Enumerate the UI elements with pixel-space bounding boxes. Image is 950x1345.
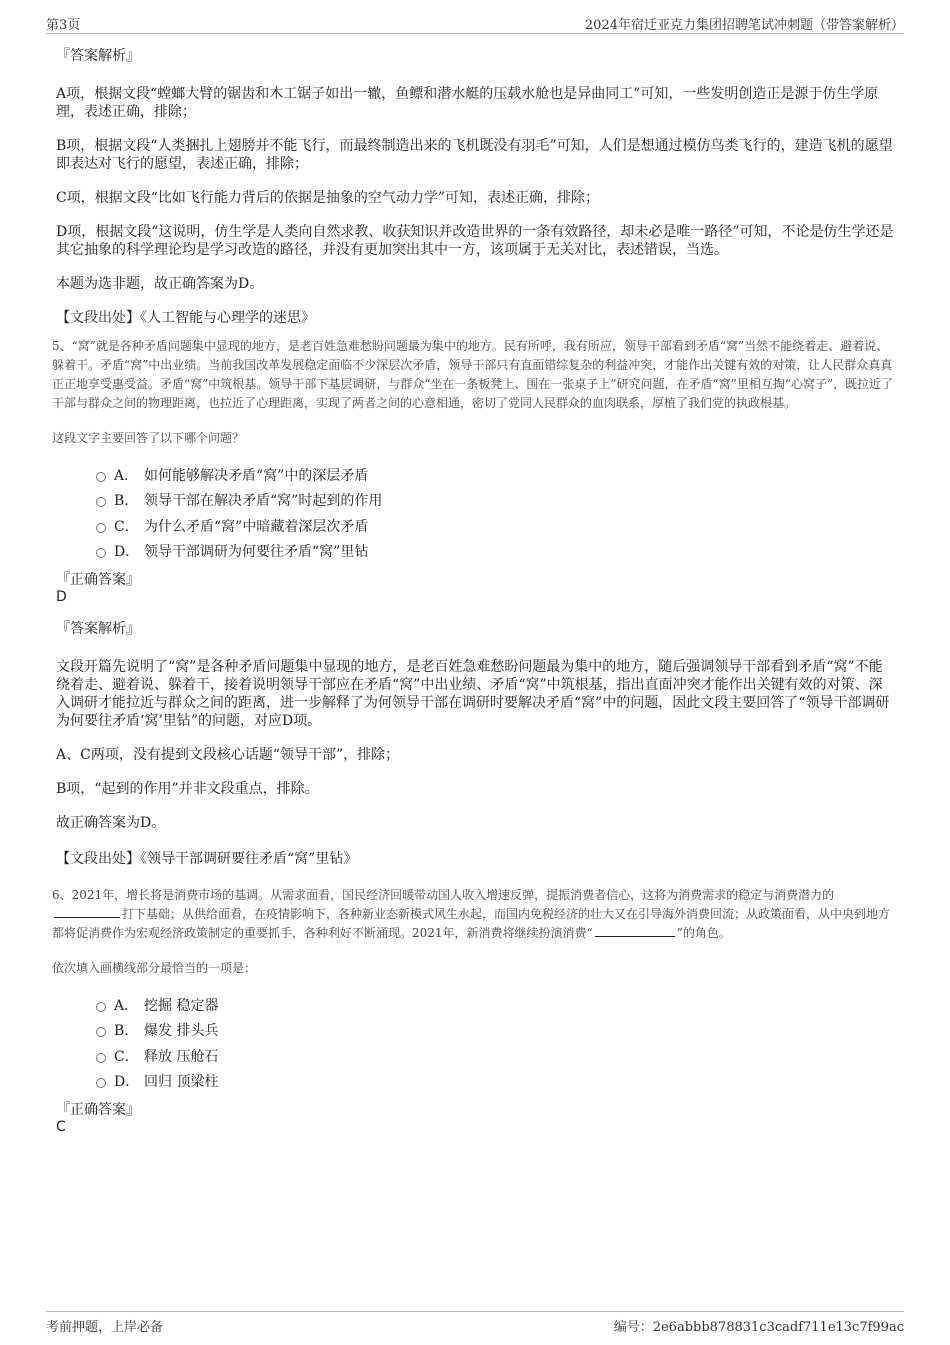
analysis-conclusion: 故正确答案为D。 bbox=[56, 815, 166, 831]
radio-button[interactable] bbox=[96, 548, 106, 558]
option-list bbox=[96, 992, 894, 1094]
source-citation: 【文段出处】《人工智能与心理学的迷思》 bbox=[56, 310, 315, 326]
radio-button[interactable] bbox=[96, 497, 106, 507]
analysis-label: 『答案解析』 bbox=[56, 621, 140, 637]
question-passage: 5、“窝”就是各种矛盾问题集中显现的地方，是老百姓急难愁盼问题最为集中的地方。民有所呼，我有所应，领导干部看到矛盾“窝”当然不能绕着走、避着说、躲着干。矛盾“窝”中出业绩。当前我国改革发展稳定面临不少深层次矛盾，领导干部只有直面错综复杂的利益冲突，才能作出关键有效的对策，让人民群众真真正正地享受惠受益。矛盾“窝”中筑根基。领导干部下基层调研，与群众“坐在一条板凳上、围在一张桌子上”研究问题，在矛盾“窝”里相互掏“心窝子”，既拉近了干部与群众之间的物理距离，也拉近了心理距离，实现了两者之间的心意相通，密切了党同人民群众的血肉联系，厚植了我们党的执政根基。 bbox=[52, 339, 894, 410]
page-number: 第3页 bbox=[46, 18, 81, 33]
option-a[interactable]: A． 如何能够解决矛盾“窝”中的深层矛盾 bbox=[96, 462, 894, 488]
page-footer bbox=[46, 1311, 904, 1337]
option-d[interactable]: D． 领导干部调研为何要往矛盾“窝”里钻 bbox=[96, 539, 894, 565]
analysis-paragraph: D项，根据文段“这说明，仿生学是人类向自然求教、收获知识并改造世界的一条有效路径，却未必是唯一路径”可知，不论是仿生学还是其它抽象的科学理论均是学习改造的路径，并没有更加突出其中一方，该项属于无关对比，表述错误，当选。 bbox=[56, 224, 894, 258]
option-c[interactable]: C． 释放 压舱石 bbox=[96, 1043, 894, 1069]
analysis-paragraph: B项，根据文段“人类捆扎上翅膀并不能飞行，而最终制造出来的飞机既没有羽毛”可知，人们是想通过模仿鸟类飞行的，建造飞机的愿望即表达对飞行的愿望，表述正确，排除； bbox=[56, 138, 893, 172]
analysis-conclusion: 本题为选非题，故正确答案为D。 bbox=[56, 276, 264, 292]
analysis-label: 『答案解析』 bbox=[56, 48, 140, 64]
document-code: 编号：2e6abbb878831c3cadf711e13c7f99ac bbox=[613, 1320, 904, 1335]
document-title: 2024年宿迁亚克力集团招聘笔试冲刺题（带答案解析） bbox=[584, 18, 904, 33]
analysis-paragraph: A项，根据文段“螳螂大臂的锯齿和木工锯子如出一辙，鱼鳔和潜水艇的压载水舱也是异曲同工”可知，一些发明创造正是源于仿生学原理，表述正确，排除； bbox=[56, 86, 879, 120]
option-b[interactable]: B． 领导干部在解决矛盾“窝”时起到的作用 bbox=[96, 488, 894, 514]
analysis-paragraph: A、C两项，没有提到文段核心话题“领导干部”，排除； bbox=[56, 747, 400, 763]
analysis-paragraph: B项，“起到的作用”并非文段重点，排除。 bbox=[56, 781, 319, 797]
option-list bbox=[96, 462, 894, 564]
radio-button[interactable] bbox=[96, 1078, 106, 1088]
footer-slogan: 考前押题，上岸必备 bbox=[46, 1320, 164, 1335]
answer-value: C bbox=[56, 1119, 66, 1135]
radio-button[interactable] bbox=[96, 472, 106, 482]
analysis-paragraph: C项，根据文段“比如飞行能力背后的依据是抽象的空气动力学”可知，表述正确，排除； bbox=[56, 190, 600, 206]
source-citation: 【文段出处】《领导干部调研要往矛盾“窝”里钻》 bbox=[56, 851, 358, 867]
option-c[interactable]: C． 为什么矛盾“窝”中暗藏着深层次矛盾 bbox=[96, 513, 894, 539]
answer-label: 『正确答案』 bbox=[56, 1102, 140, 1118]
answer-value: D bbox=[56, 589, 67, 605]
question-passage: 6、2021年，增长将是消费市场的基调。从需求面看，国民经济回暖带动国人收入增速反弹，提振消费者信心，这将为消费需求的稳定与消费潜力的打下基础；从供给面看，在疫情影响下，各种新业态新模式风生水起，而国内免税经济的壮大又在引导海外消费回流；从政策面看，从中央到地方都将促消费作为宏观经济政策制定的重要抓手，各种利好不断涌现。2021年，新消费将继续扮演消费“ ”的角色。 bbox=[52, 888, 891, 940]
page-content bbox=[52, 47, 894, 1136]
fill-blank bbox=[54, 906, 120, 918]
option-a[interactable]: A． 挖掘 稳定器 bbox=[96, 992, 894, 1018]
question-prompt: 这段文字主要回答了以下哪个问题？ bbox=[52, 431, 245, 445]
answer-label: 『正确答案』 bbox=[56, 572, 140, 588]
page-header bbox=[46, 12, 904, 34]
option-b[interactable]: B． 爆发 排头兵 bbox=[96, 1018, 894, 1044]
radio-button[interactable] bbox=[96, 523, 106, 533]
question-prompt: 依次填入画横线部分最恰当的一项是： bbox=[52, 961, 257, 975]
option-d[interactable]: D． 回归 顶梁柱 bbox=[96, 1069, 894, 1095]
fill-blank bbox=[595, 925, 675, 937]
radio-button[interactable] bbox=[96, 1053, 106, 1063]
analysis-paragraph: 文段开篇先说明了“窝”是各种矛盾问题集中显现的地方，是老百姓急难愁盼问题最为集中的地方，随后强调领导干部看到矛盾“窝”不能绕着走、避着说、躲着干，接着说明领导干部应在矛盾“窝”中出业绩、矛盾“窝”中筑根基，指出直面冲突才能作出关键有效的对策、深入调研才能拉近与群众之间的距离，进一步解释了为何领导干部在调研时要解决矛盾“窝”中的问题，因此文段主要回答了“领导干部调研为何要往矛盾‘窝’里钻”的问题，对应D项。 bbox=[56, 659, 890, 729]
radio-button[interactable] bbox=[96, 1027, 106, 1037]
radio-button[interactable] bbox=[96, 1002, 106, 1012]
